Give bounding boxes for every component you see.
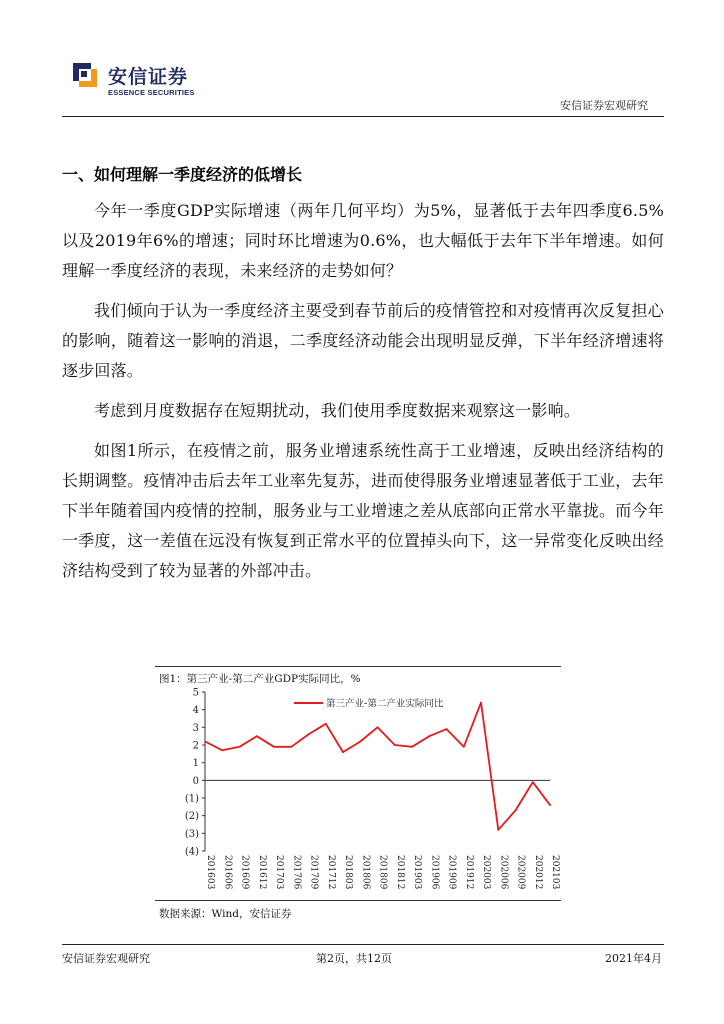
footer-divider [62,944,664,945]
header-report-series: 安信证券宏观研究 [560,99,648,112]
y-tick-label: (2) [184,811,199,823]
data-point [290,746,292,748]
y-tick-label: (4) [184,846,199,858]
data-point [377,726,379,728]
data-point [480,702,482,704]
data-point [446,728,448,730]
paragraph-4: 如图1所示，在疫情之前，服务业增速系统性高于工业增速，反映出经济结构的长期调整。疫情冲击后去年工业率先复苏，进而使得服务业增速显著低于工业，去年下半年随着国内疫情的控制，服务业与工业增速之差从底部向正常水平靠拢。而今年一季度，这一差值在远没有恢复到正常水平的位置掉头向下，这一异常变化反映出经济结构受到了较为显著的外部冲击。 [62,441,664,580]
figure-1 [155,666,561,921]
y-tick-label: 3 [192,722,199,734]
paragraph-3: 考虑到月度数据存在短期扰动，我们使用季度数据来观察这一影响。 [94,401,581,420]
x-tick-label: 202003 [481,855,491,890]
line-chart [155,684,561,900]
data-point [239,746,241,748]
figure-title: 图1：第三产业-第二产业GDP实际同比，% [159,673,361,685]
y-tick-label: 1 [192,758,199,770]
x-tick-label: 202103 [550,855,560,890]
data-point [359,741,361,743]
series-line [205,703,550,830]
y-tick-label: 0 [192,775,199,787]
data-point [325,723,327,725]
x-tick-label: 201906 [429,855,440,890]
data-point [463,746,465,748]
x-tick-label: 201603 [205,855,215,890]
figure-source: 数据来源：Wind，安信证券 [159,908,292,920]
x-tick-label: 201703 [274,855,284,890]
x-tick-label: 202012 [532,855,543,890]
header-divider [62,116,664,117]
section-title: 一、如何理解一季度经济的低增长 [62,165,303,184]
x-tick-label: 201806 [360,855,371,890]
data-point [342,751,344,753]
data-point [515,809,517,811]
x-tick-label: 201903 [412,855,422,890]
data-point [394,744,396,746]
data-point [532,781,534,783]
y-tick-label: (1) [184,793,199,805]
x-tick-label: 201612 [256,855,267,890]
body-text [62,196,664,596]
data-point [497,829,499,831]
data-point [273,746,275,748]
x-tick-label: 201712 [325,855,336,890]
company-logo [70,60,220,100]
data-point [204,741,206,743]
x-tick-label: 201803 [343,855,353,890]
brand-name-cn: 安信证券 [108,66,189,88]
y-tick-label: 4 [192,705,199,717]
paragraph-1: 今年一季度GDP实际增速（两年几何平均）为5%，显著低于去年四季度6.5%以及2019年6%的增速；同时环比增速为0.6%，也大幅低于去年下半年增速。如何理解一季度经济的表现，未来经济的走势如何？ [62,201,664,280]
y-tick-label: 5 [192,687,199,699]
x-tick-label: 201606 [222,855,233,890]
data-point [428,735,430,737]
x-tick-label: 201809 [377,855,388,890]
data-point [221,749,223,751]
x-tick-label: 201709 [308,855,319,890]
footer-date: 2021年4月 [605,952,662,965]
page-number: 第2页，共12页 [316,952,392,965]
brand-name-en: ESSENCE SECURITIES [108,88,195,97]
data-point [308,734,310,736]
data-point [256,735,258,737]
footer-series: 安信证券宏观研究 [62,952,150,965]
figure-bottom-rule [155,900,561,901]
legend-label: 第三产业-第二产业实际同比 [326,698,444,710]
data-point [549,804,551,806]
data-point [411,746,413,748]
x-tick-label: 202006 [498,855,509,890]
x-tick-label: 201909 [446,855,457,890]
y-tick-label: 2 [192,740,199,752]
x-tick-label: 201609 [239,855,250,890]
x-tick-label: 201912 [463,855,474,890]
x-tick-label: 201812 [394,855,405,890]
company-logo-mark-icon [70,60,100,90]
x-tick-label: 202009 [515,855,526,890]
x-tick-label: 201706 [291,855,302,890]
figure-top-rule [155,666,561,667]
paragraph-2: 我们倾向于认为一季度经济主要受到春节前后的疫情管控和对疫情再次反复担心的影响，随着这一影响的消退，二季度经济动能会出现明显反弹，下半年经济增速将逐步回落。 [62,301,664,380]
y-tick-label: (3) [184,828,199,840]
